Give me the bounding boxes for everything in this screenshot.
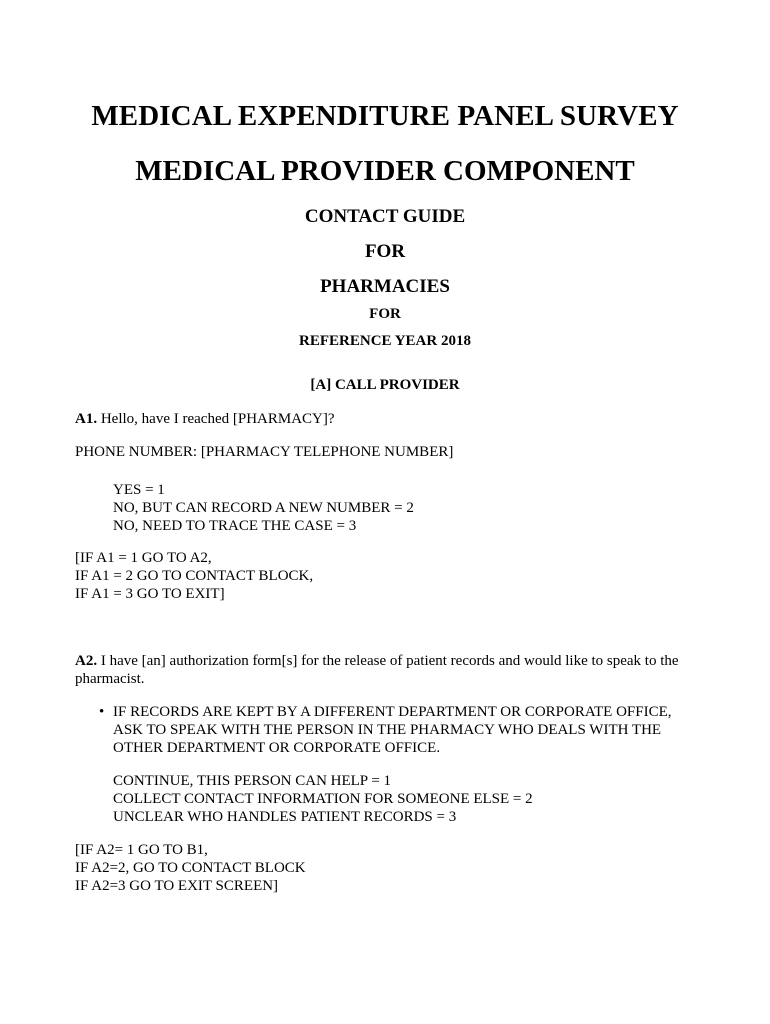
routing-line: IF A1 = 2 GO TO CONTACT BLOCK, (75, 568, 314, 584)
routing-line: IF A1 = 3 GO TO EXIT] (75, 586, 225, 602)
phone-number-line: PHONE NUMBER: [PHARMACY TELEPHONE NUMBER] (75, 444, 454, 460)
routing-line: [IF A2= 1 GO TO B1, (75, 842, 208, 858)
reference-year-heading: REFERENCE YEAR 2018 (299, 333, 471, 349)
list-item: NO, BUT CAN RECORD A NEW NUMBER = 2 (113, 500, 414, 516)
list-item: COLLECT CONTACT INFORMATION FOR SOMEONE ELSE = 2 (113, 791, 533, 807)
section-a-heading: [A] CALL PROVIDER (310, 377, 460, 393)
list-item: CONTINUE, THIS PERSON CAN HELP = 1 (113, 773, 392, 789)
list-item: UNCLEAR WHO HANDLES PATIENT RECORDS = 3 (113, 809, 457, 825)
routing-line: [IF A1 = 1 GO TO A2, (75, 550, 212, 566)
routing-line: IF A2=3 GO TO EXIT SCREEN] (75, 878, 279, 894)
question-a2-label: A2. (75, 653, 98, 669)
list-item: YES = 1 (113, 482, 165, 498)
question-a2-text-2: pharmacist. (75, 671, 145, 687)
list-item: NO, NEED TO TRACE THE CASE = 3 (113, 518, 357, 534)
bullet-line: IF RECORDS ARE KEPT BY A DIFFERENT DEPARTMENT OR CORPORATE OFFICE, (113, 704, 672, 720)
question-a2 (75, 652, 700, 688)
bullet-line: ASK TO SPEAK WITH THE PERSON IN THE PHARMACY WHO DEALS WITH THE (113, 722, 662, 738)
bullet-line: OTHER DEPARTMENT OR CORPORATE OFFICE. (113, 740, 441, 756)
a2-options (113, 772, 713, 826)
question-a2-text-1: I have [an] authorization form[s] for the release of patient records and would like to speak to the (97, 653, 679, 669)
question-a1-label: A1. (75, 411, 98, 427)
for-heading-2: FOR (369, 306, 401, 322)
survey-title: MEDICAL EXPENDITURE PANEL SURVEY (91, 100, 679, 132)
a2-routing (75, 841, 695, 895)
question-a1 (75, 410, 695, 428)
for-heading-1: FOR (364, 241, 406, 262)
pharmacies-heading: PHARMACIES (320, 276, 450, 297)
a1-options (113, 481, 713, 535)
contact-guide-heading: CONTACT GUIDE (304, 206, 466, 227)
question-a1-text: Hello, have I reached [PHARMACY]? (97, 411, 335, 427)
bullet-icon: • (99, 704, 105, 720)
routing-line: IF A2=2, GO TO CONTACT BLOCK (75, 860, 306, 876)
component-title: MEDICAL PROVIDER COMPONENT (135, 155, 635, 187)
a1-routing (75, 549, 695, 603)
bullet-text (113, 703, 688, 757)
